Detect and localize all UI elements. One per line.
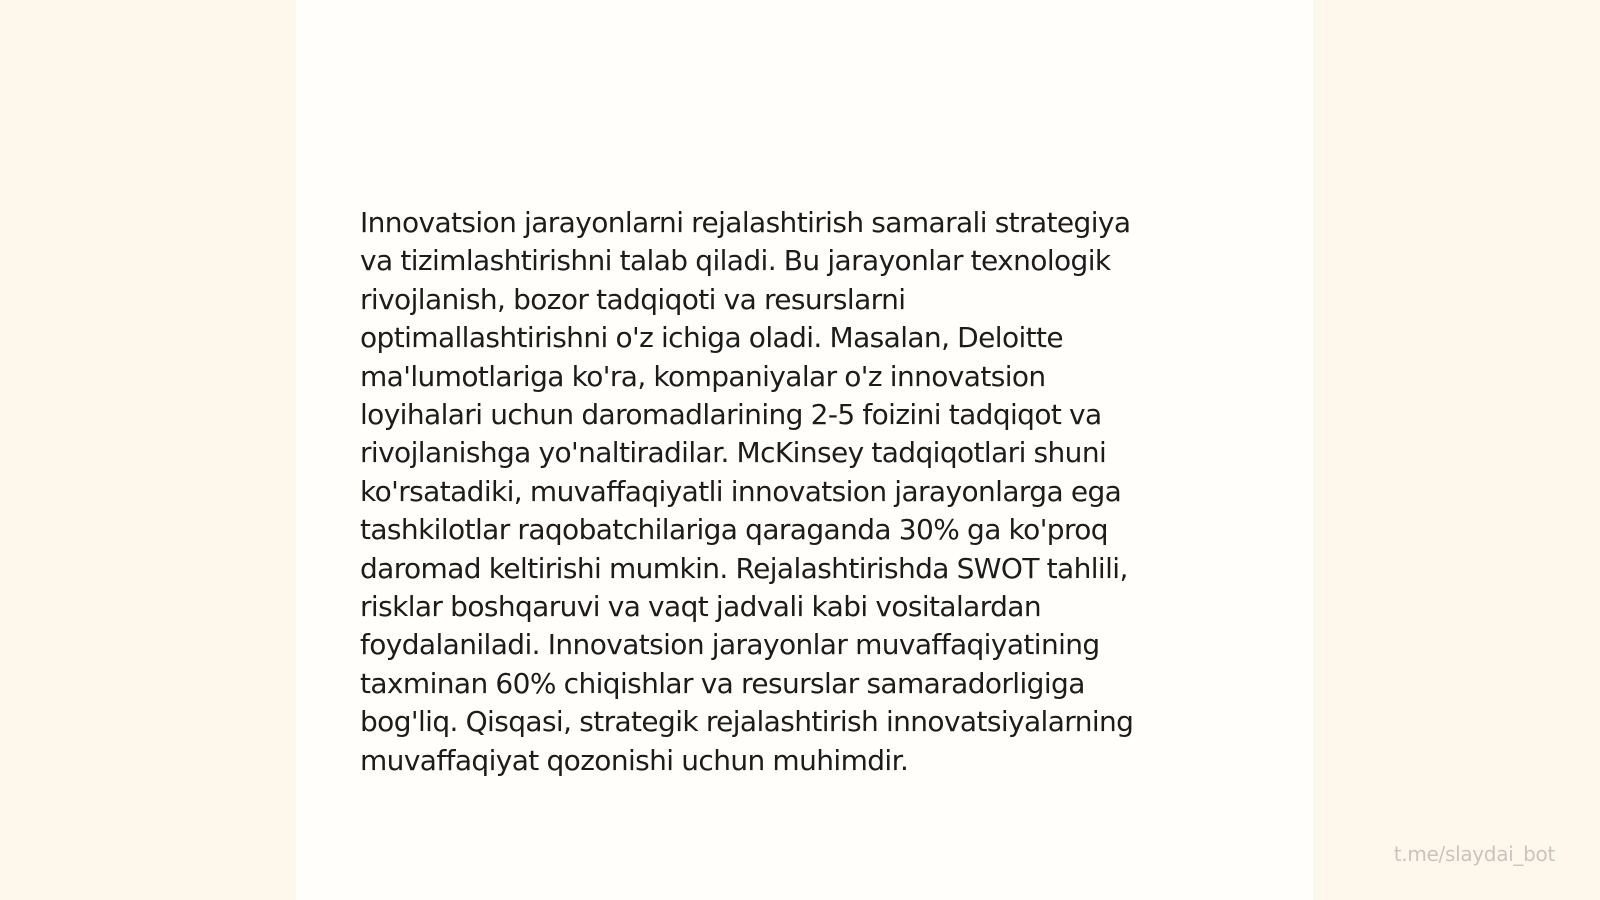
paragraph-line: risklar boshqaruvi va vaqt jadvali kabi vositalardan (360, 590, 1042, 624)
paragraph-line: ma'lumotlariga ko'ra, kompaniyalar o'z innovatsion (360, 359, 1046, 393)
paragraph-line: daromad keltirishi mumkin. Rejalashtirishda SWOT tahlili, (360, 551, 1128, 585)
paragraph-line: foydalaniladi. Innovatsion jarayonlar muvaffaqiyatining (360, 628, 1100, 662)
paragraph-line: taxminan 60% chiqishlar va resurslar samaradorligiga (360, 666, 1085, 700)
watermark-text: t.me/slaydai_bot (1393, 842, 1555, 866)
paragraph-line: va tizimlashtirishni talab qiladi. Bu jarayonlar texnologik (360, 244, 1111, 278)
paragraph-line: tashkilotlar raqobatchilariga qaraganda 30% ga ko'proq (360, 513, 1108, 547)
paragraph-line: bog'liq. Qisqasi, strategik rejalashtirish innovatsiyalarning (360, 705, 1134, 739)
paragraph-line: optimallashtirishni o'z ichiga oladi. Masalan, Deloitte (360, 321, 1064, 355)
paragraph-line: Innovatsion jarayonlarni rejalashtirish samarali strategiya (360, 206, 1131, 239)
paragraph-line: loyihalari uchun daromadlarining 2-5 foizini tadqiqot va (360, 398, 1102, 432)
paragraph-line: rivojlanishga yo'naltiradilar. McKinsey tadqiqotlari shuni (360, 436, 1107, 470)
paragraph-line: rivojlanish, bozor tadqiqoti va resurslarni (360, 282, 906, 316)
slide-body-text (360, 204, 1240, 780)
paragraph-line: ko'rsatadiki, muvaffaqiyatli innovatsion jarayonlarga ega (360, 474, 1122, 508)
paragraph-line: muvaffaqiyat qozonishi uchun muhimdir. (360, 743, 909, 777)
